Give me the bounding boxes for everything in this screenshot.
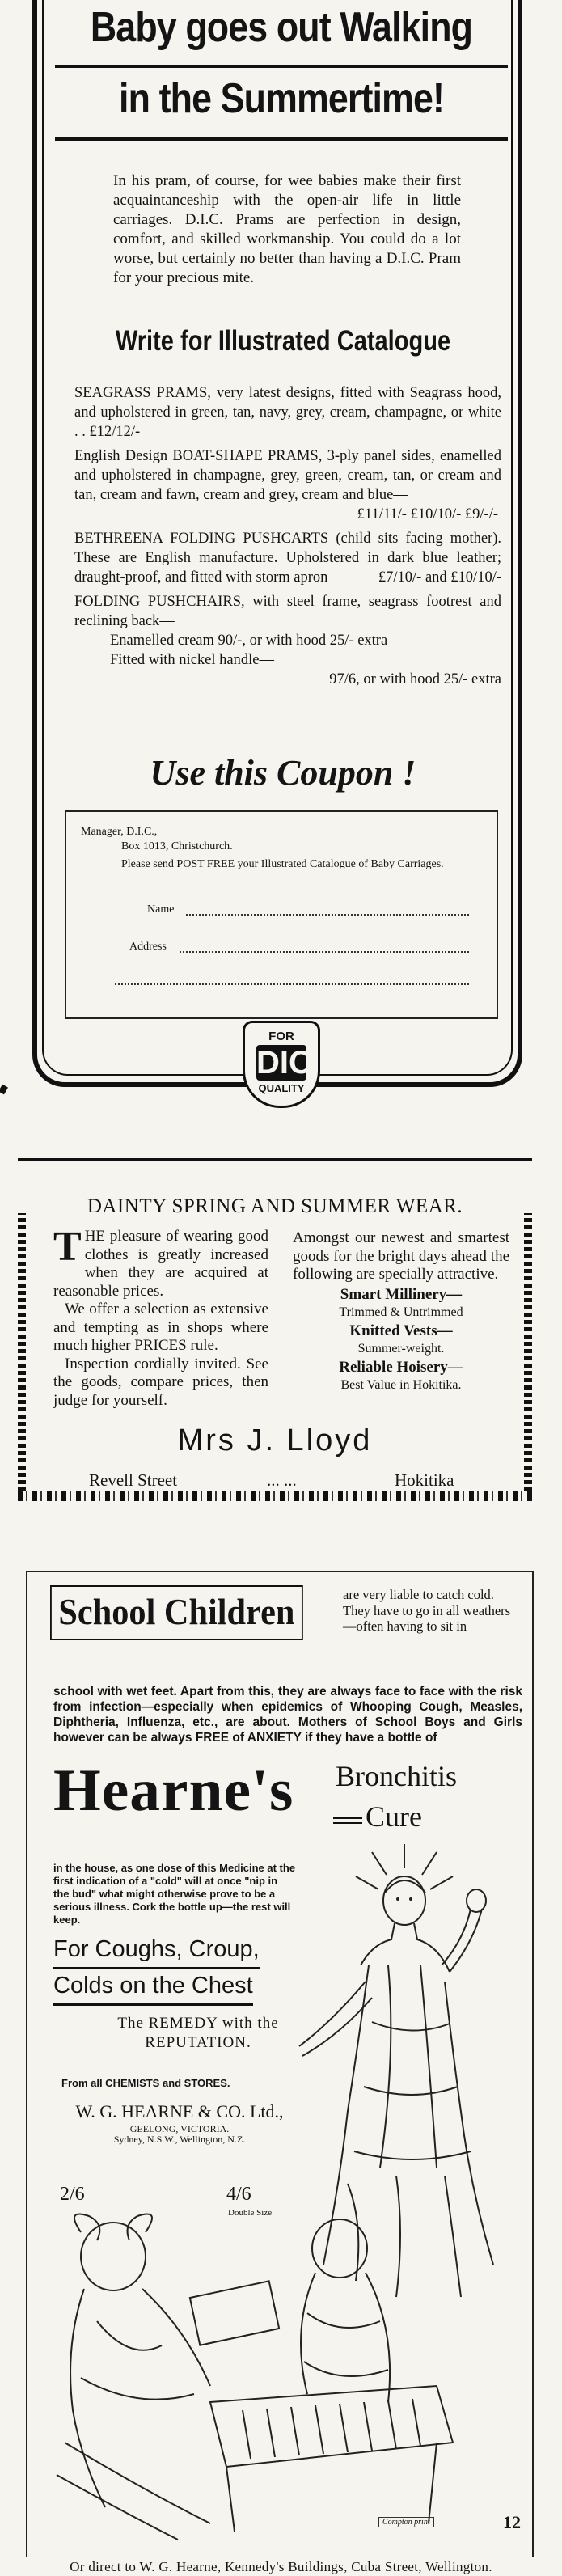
dic-item-price: . . £12/12/-: [74, 424, 141, 440]
hearne-title: School Children: [50, 1585, 303, 1640]
hearne-geelong-line: GEELONG, VICTORIA.: [129, 2123, 230, 2134]
dic-item-price: £7/10/- and £10/10/-: [378, 569, 501, 586]
lloyd-feature-hosiery-sub: Best Value in Hokitika.: [340, 1378, 462, 1392]
hearne-bronchitis: Bronchitis: [336, 1760, 457, 1792]
coupon-address-label: Address: [129, 941, 167, 953]
hearne-brand: Hearne's: [53, 1758, 294, 1824]
dic-item-boat-shape-prams: [74, 446, 501, 524]
dic-item-seagrass-prams: [74, 383, 501, 442]
hearne-ad-number: 12: [503, 2512, 521, 2532]
lloyd-feature-hosiery: Reliable Hoisery—: [339, 1358, 463, 1376]
dic-item-line: Fitted with nickel handle—: [110, 652, 274, 668]
lloyd-feature-millinery: Smart Millinery—: [340, 1285, 463, 1303]
hearne-coughs-line-1: For Coughs, Croup,: [53, 1933, 260, 1969]
lloyd-ad-right-border: [524, 1213, 532, 1491]
dic-item-text: BETHREENA FOLDING PUSHCARTS (child sits facing mother). These are English manufacture. Upholstered in dark blue leather; draught-proof, and fitted with storm apron: [74, 531, 501, 586]
dic-headline-line-1: Baby goes out Walking: [90, 4, 473, 51]
coupon-address-field[interactable]: [180, 951, 469, 953]
lloyd-paragraph-2: We offer a selection as extensive and tempting as in shops where much higher PRICES rule.: [53, 1301, 268, 1354]
dic-coupon-form[interactable]: [65, 810, 498, 1019]
hearne-artist-signature: Compton print: [378, 2517, 434, 2527]
page-edge-mark: [0, 1085, 8, 1095]
hearne-remedy-line-2: REPUTATION.: [145, 2034, 251, 2051]
lloyd-feature-millinery-sub: Trimmed & Untrimmed: [339, 1305, 463, 1319]
lloyd-dropcap: T: [53, 1224, 82, 1270]
lloyd-town: Hokitika: [395, 1470, 454, 1490]
badge-top-text: FOR: [268, 1030, 294, 1043]
hearne-cure-rule: [333, 1817, 362, 1824]
lloyd-ad-left-border: [18, 1213, 26, 1491]
hearne-children-illustration: [49, 2200, 501, 2540]
coupon-name-field[interactable]: [186, 914, 469, 916]
dic-quality-badge: [243, 1021, 320, 1108]
dic-item-price: £11/11/- £10/10/- £9/-/-: [357, 506, 498, 522]
coupon-address-field-2[interactable]: [115, 983, 469, 985]
dic-intro-paragraph: In his pram, of course, for wee babies make their first acquaintanceship with the open-air life in little carriages. D.I.C. Prams are perfection in design, comfort, and skilled workmanship. You could do a lot worse, but certainly no better than having a D.I.C. Pram for your precious mite.: [113, 172, 461, 286]
dic-headline-line-2: in the Summertime!: [119, 75, 444, 122]
coupon-address-line-2: Box 1013, Christchurch.: [121, 840, 233, 852]
hearne-remedy-line-1: The REMEDY with the: [117, 2015, 279, 2032]
dic-catalogue-heading: Write for Illustrated Catalogue: [115, 325, 451, 357]
lloyd-ad-bottom-border: [18, 1491, 532, 1501]
hearne-intro: school with wet feet. Apart from this, they are always face to face with the risk from infection—especially when epidemics of Whooping Cough, Measles, Diphtheria, Influenza, etc., are about. Mothers of School Boys and Girls however can be always FREE of ANXIETY if they have a bottle of: [53, 1685, 522, 1745]
lloyd-ad-title: DAINTY SPRING AND SUMMER WEAR.: [87, 1195, 463, 1217]
dic-product-list: [74, 383, 501, 694]
dic-headline-rule: [55, 65, 508, 68]
hearne-dose-text: in the house, as one dose of this Medicine at the first indication of a "cold" will at once "nip in the bud" what might otherwise prove to be a serious illness. Cork the bottle up—the rest will keep.: [53, 1862, 296, 1926]
lloyd-left-column: [53, 1224, 268, 1410]
lloyd-feature-vests: Knitted Vests—: [349, 1322, 453, 1339]
hearne-title-aside: are very liable to catch cold. They have to go in all weathers—often having to sit in: [343, 1587, 511, 1634]
hearne-price-small: 2/6: [60, 2184, 85, 2205]
badge-logo-text: DIC: [256, 1045, 312, 1081]
lloyd-ad-top-rule: [18, 1158, 532, 1161]
lloyd-right-column: [293, 1229, 509, 1395]
dic-item-price: 97/6, or with hood 25/- extra: [329, 671, 501, 687]
coupon-address-line-1: Manager, D.I.C.,: [81, 826, 158, 838]
dic-item-folding-pushchairs: [74, 592, 501, 689]
hearne-chemists: From all CHEMISTS and STORES.: [61, 2077, 230, 2089]
dic-item-bethreena-pushcarts: [74, 529, 501, 587]
lloyd-address-dots: ... ...: [267, 1470, 297, 1490]
hearne-cure: Cure: [366, 1800, 422, 1833]
dic-item-text: English Design BOAT-SHAPE PRAMS, 3-ply panel sides, enamelled and upholstered in champagne, grey, green, cream, tan, or cream and tan, cream and fawn, cream and grey, cream and blue—: [74, 448, 501, 503]
hearne-footer-address: Or direct to W. G. Hearne, Kennedy's Buildings, Cuba Street, Wellington.: [70, 2559, 492, 2574]
lloyd-paragraph-4: Amongst our newest and smartest goods for the bright days ahead the following are specially attractive.: [293, 1229, 509, 1283]
dic-item-line: Enamelled cream 90/-, or with hood 25/- extra: [110, 632, 388, 649]
lloyd-street: Revell Street: [89, 1470, 178, 1490]
hearne-price-large: 4/6: [226, 2184, 251, 2205]
dic-coupon-heading: Use this Coupon !: [150, 753, 416, 793]
hearne-geelong: [58, 2124, 301, 2145]
coupon-request-text: Please send POST FREE your Illustrated Catalogue of Baby Carriages.: [121, 858, 444, 870]
hearne-company: W. G. HEARNE & CO. Ltd.,: [75, 2101, 284, 2121]
dic-item-text: SEAGRASS PRAMS, very latest designs, fitted with Seagrass hood, and upholstered in green, tan, navy, grey, cream, champagne, or white: [74, 385, 501, 421]
hearne-price-large-note: Double Size: [228, 2208, 273, 2218]
badge-bottom-text: QUALITY: [258, 1082, 305, 1094]
hearne-coughs-line-2: Colds on the Chest: [53, 1969, 253, 2006]
lloyd-feature-vests-sub: Summer-weight.: [357, 1342, 445, 1356]
hearne-branches-line: Sydney, N.S.W., Wellington, N.Z.: [113, 2134, 246, 2145]
lloyd-shop-name: Mrs J. Lloyd: [177, 1423, 373, 1457]
lloyd-paragraph-3: Inspection cordially invited. See the goods, compare prices, then judge for yourself.: [53, 1355, 268, 1409]
dic-item-text: FOLDING PUSHCHAIRS, with steel frame, seagrass footrest and reclining back—: [74, 594, 501, 629]
coupon-name-label: Name: [147, 903, 175, 916]
lloyd-paragraph-1: HE pleasure of wearing good clothes is greatly increased when they are acquired at reasonable prices.: [53, 1228, 268, 1300]
dic-headline-rule-2: [55, 137, 508, 141]
